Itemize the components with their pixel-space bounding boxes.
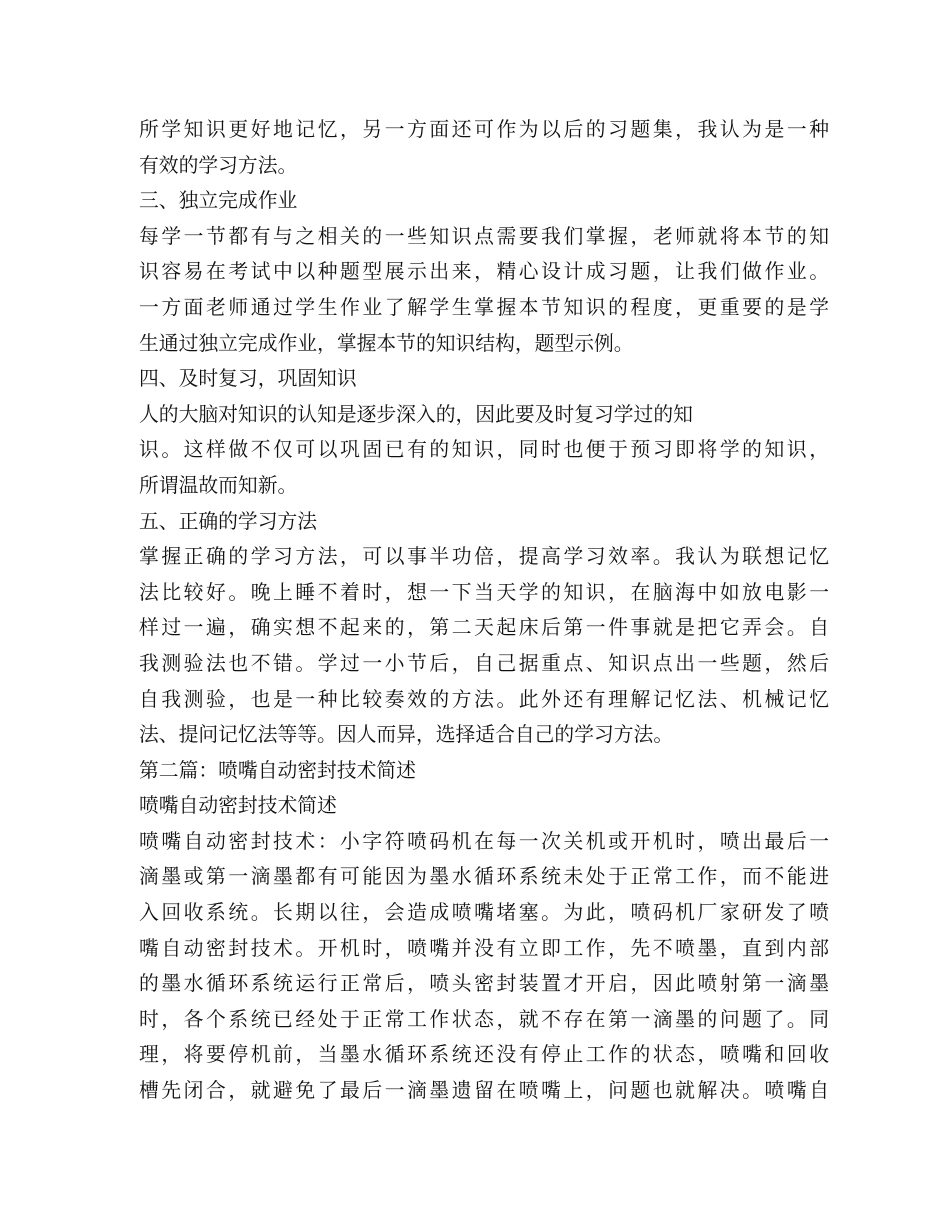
- body-line: 时，各个系统已经处于正常工作状态，就不存在第一滴墨的问题了。同: [139, 1007, 829, 1031]
- body-line: 识。这样做不仅可以巩固已有的知识，同时也便于预习即将学的知识，: [139, 438, 829, 462]
- section-heading: 五、正确的学习方法: [139, 509, 318, 533]
- body-line: 样过一遍，确实想不起来的，第二天起床后第一件事就是把它弄会。自: [139, 616, 829, 640]
- body-line: 每学一节都有与之相关的一些知识点需要我们掌握，老师就将本节的知: [139, 224, 829, 248]
- body-line: 滴墨或第一滴墨都有可能因为墨水循环系统未处于正常工作，而不能进: [139, 865, 829, 889]
- body-line: 有效的学习方法。: [139, 153, 298, 177]
- body-line: 生通过独立完成作业，掌握本节的知识结构，题型示例。: [139, 331, 634, 355]
- body-line: 人的大脑对知识的认知是逐步深入的，因此要及时复习学过的知: [139, 402, 693, 426]
- body-line: 一方面老师通过学生作业了解学生掌握本节知识的程度，更重要的是学: [139, 295, 829, 319]
- body-line: 法、提问记忆法等等。因人而异，选择适合自己的学习方法。: [139, 723, 674, 747]
- body-line: 的墨水循环系统运行正常后，喷头密封装置才开启，因此喷射第一滴墨: [139, 972, 829, 996]
- body-line: 槽先闭合，就避免了最后一滴墨遗留在喷嘴上，问题也就解决。喷嘴自: [139, 1079, 829, 1103]
- section-heading: 三、独立完成作业: [139, 189, 298, 213]
- body-line: 识容易在考试中以种题型展示出来，精心设计成习题，让我们做作业。: [139, 260, 829, 284]
- body-line: 法比较好。晚上睡不着时，想一下当天学的知识，在脑海中如放电影一: [139, 580, 829, 604]
- body-line: 我测验法也不错。学过一小节后，自己据重点、知识点出一些题，然后: [139, 651, 829, 675]
- body-line: 所学知识更好地记忆，另一方面还可作为以后的习题集，我认为是一种: [139, 118, 829, 141]
- body-line: 所谓温故而知新。: [139, 473, 298, 497]
- body-line: 嘴自动密封技术。开机时，喷嘴并没有立即工作，先不喷墨，直到内部: [139, 936, 829, 960]
- body-line: 理，将要停机前，当墨水循环系统还没有停止工作的状态，喷嘴和回收: [139, 1043, 829, 1067]
- body-line: 自我测验，也是一种比较奏效的方法。此外还有理解记忆法、机械记忆: [139, 687, 829, 711]
- body-line: 喷嘴自动密封技术：小字符喷码机在每一次关机或开机时，喷出最后一: [139, 829, 829, 853]
- section-heading: 四、及时复习，巩固知识: [139, 367, 357, 391]
- section-heading: 喷嘴自动密封技术简述: [139, 794, 337, 818]
- body-line: 掌握正确的学习方法，可以事半功倍，提高学习效率。我认为联想记忆: [139, 545, 829, 569]
- body-line: 入回收系统。长期以往，会造成喷嘴堵塞。为此，喷码机厂家研发了喷: [139, 901, 829, 925]
- section-heading: 第二篇：喷嘴自动密封技术简述: [139, 758, 416, 782]
- document-body: [139, 112, 829, 1109]
